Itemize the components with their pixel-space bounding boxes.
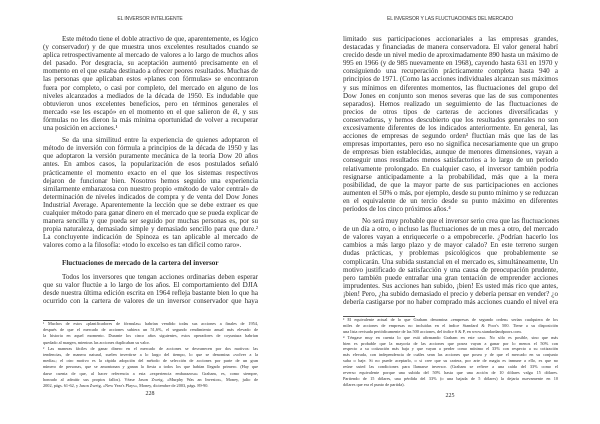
footnote-line: número de personas, que se amontonan y ganan la fiesta a todos los que habían llegado primero. (Hay que	[43, 364, 258, 370]
footnote-line: la historia en aquel momento. Durante los cinco años siguientes, estos operadores de coyuntura habrían	[43, 333, 258, 339]
text-line: complicarán. Una subida sustancial en el mercado es, simultáneamente, Un	[343, 257, 558, 266]
text-line: dudas prácticas, y problemas psicológicos que probablemente se	[343, 249, 558, 258]
text-line: obtuvieron unos excelentes beneficios, pero en términos generales el	[43, 99, 258, 108]
text-line: Se da una similitud entre la experiencia de quienes adoptaron el	[62, 136, 258, 145]
text-line: empresas importantes, pero eso no significa necesariamente que un grupo	[343, 140, 558, 149]
text-line: No será muy probable que el inversor serio crea que las fluctuaciones	[362, 217, 560, 226]
text-line: aumenten el 50% o más, por ejemplo, desde su punto mínimo y se reduzcan	[343, 188, 559, 197]
text-line: excesivamente diferentes de los indicados anteriormente. En general, las	[343, 124, 558, 133]
text-line: relativamente prolongado. En cualquier caso, el inversor también podría	[343, 164, 558, 173]
text-line: prácticamente el momento exacto en el que los sistemas respectivos	[43, 168, 258, 177]
text-line: períodos de los cinco próximos años.⁴	[343, 204, 451, 213]
footnote-line: reverso equivalente porque una subida del 50% hasta que una acción de 10 dólares valga 15 dólares.	[343, 370, 558, 376]
paragraph	[43, 35, 258, 132]
text-line: en el equivalente de un tercio desde su punto máximo en diferentes	[343, 196, 558, 205]
text-line: aplica retrospectivamente al mercado de valores a lo largo de muchos años	[43, 51, 258, 60]
footnote-line: reúne usted las condiciones para llamarse inversor. (Graham se refiere a una caída del 33% como el	[343, 364, 558, 370]
text-line: una posición en acciones.¹	[43, 124, 118, 133]
text-line: método de inversión con fórmula a principios de la década de 1950 y las	[43, 144, 258, 153]
footnote-line: darse cuenta de que, al hacer referencia a esta «experiencia embarazosa» Graham, es, como siempre,	[43, 370, 258, 376]
text-line: y sus mínimos en diferentes momentos, las fluctuaciones del grupo del	[343, 83, 558, 92]
paragraph	[343, 35, 558, 213]
text-line: conseguir unos resultados menos satisfactorios a lo largo de un período	[343, 156, 558, 165]
text-line: fórmulas no les dieron la más mínima oportunidad de volver a recuperar	[43, 115, 258, 124]
text-line: momento en el que estaba destinado a ofrecer peores resultados. Muchas de	[43, 67, 258, 76]
body-text	[43, 35, 258, 309]
text-line: del pasado. Por desgracia, su aceptación aumentó precisamente en el	[43, 59, 258, 68]
footnote-line: bien es probable que la mayoría de las acciones que posea vayan a ganar por lo menos el 50% con	[343, 340, 558, 346]
text-line: cualquier método para ganar dinero en el mercado que se pueda explicar de	[43, 208, 258, 217]
text-line: 995 en 1966 (y de 985 nuevamente en 1968), cayendo hasta 631 en 1970 y	[343, 59, 558, 68]
text-line: ¡bien! Pero, ¿ha subido demasiado el precio y debería pensar en vender? ¿o	[343, 289, 558, 298]
text-line: imprudentes. Sus acciones han subido, ¡bien! Es usted más rico que antes,	[343, 281, 558, 290]
footnote-line: respecto a su cotización más baja y que vayan a perder como mínimo el 33% con respecto a su cotización	[343, 346, 558, 352]
paragraph	[343, 217, 558, 306]
text-line: de empresas bien establecidas, aunque de menores dimensiones, vayan a	[343, 148, 558, 157]
text-line: las personas que aplicaban estos «planes con fórmulas» se encontraron	[43, 75, 258, 84]
text-line: debería castigarse por no haber comprado más acciones cuando el nivel era	[343, 298, 558, 306]
footnote-line: ¹ Muchos de estos «planificadores de fórmulas» habrían vendido todas sus acciones a finales de 1954,	[43, 321, 258, 326]
footnote-line: tendencias, de manera natural, suelen invertirse a lo largo del tiempo, lo que se denomina «volver a la	[43, 351, 258, 357]
text-line: que su valor fluctúe a lo largo de los años. El comportamiento del DJIA	[43, 280, 258, 289]
footnote-line: Partiendo de 15 dólares, una pérdida del 33% (o una bajada de 5 dólares) la dejaría nuevamente en 10	[343, 375, 558, 381]
text-line: La concluyente indicación de Spinoza es tan aplicable al mercado de	[43, 233, 258, 242]
footnote-line: ³ El equivalente actual de lo que Graham denomina «empresas de segundo orden» serían cualquiera de los	[343, 317, 558, 322]
text-line: Dow Jones en conjunto son menos severas que las de sus componentes	[343, 91, 558, 100]
running-header: EL INVERSOR INTELIGENTE	[117, 16, 183, 22]
text-line: propia naturaleza, demasiado simple y demasiado sencillo para que dure.²	[43, 225, 258, 234]
paragraph	[43, 273, 258, 305]
text-line: Este método tiene el doble atractivo de que, aparentemente, es lógico	[62, 35, 259, 43]
text-line: mercado «se les escapó» en el momento en el que salieron de él, y sus	[43, 107, 258, 116]
text-line: resignarse anticipadamente a la probabilidad, más que a la mera	[343, 172, 558, 181]
footnote-line: 2002, págs. 61-62, y Jason Zweig, «New Year's Plays», Money, diciembre de 2003, págs. 89-90.	[43, 382, 209, 388]
text-line: destacadas y financiadas de manera conservadora. El valor general habrí	[343, 43, 558, 52]
footnote-line: quedado al margen, mientras las acciones duplicaban su valor.	[43, 339, 150, 345]
section-heading: Fluctuaciones de mercado de la cartera del inversor	[62, 259, 219, 268]
text-line: acciones de empresas de segundo orden³ fluctúan más que las de las	[343, 132, 558, 141]
text-line: consiguiendo una recuperación prácticamente completa hasta 940 a	[343, 67, 558, 76]
text-line: (y conservador) y de que muestra unos excelentes resultados cuando se	[43, 43, 258, 52]
paragraph	[43, 136, 258, 249]
footnote-line: dólares que era el punto de partida).	[343, 381, 405, 387]
text-line: valores como a la filosofía: «todo lo excelso es tan difícil como raro».	[43, 241, 242, 250]
footnote-line: después de que el mercado de acciones subiera un 51,6%, el segundo rendimiento anual más elevado de	[43, 327, 258, 333]
running-header: EL INVERSOR Y LAS FLUCTUACIONES DEL MERCADO	[386, 16, 513, 22]
page-number: 228	[145, 391, 155, 397]
right-page	[300, 0, 600, 424]
text-line: ocurrido con la cartera de valores de un inversor conservador que haya	[43, 296, 258, 305]
footnote-line: más elevada, con independencia de cuáles sean las acciones que posea y de que el mercado en su conjunto	[343, 352, 558, 358]
footnote-line: una lista revisada periódicamente de las 500 acciones, del índice S & P, en www.standardandpoors.com.	[343, 328, 522, 334]
text-line: Todos los inversores que tengan acciones ordinarias deben esperar	[62, 272, 258, 281]
text-line: pero también puede entrañar una gran tentación de emprender acciones	[343, 273, 558, 282]
text-line: similarmente embarazosa con nuestro propio «método de valor central» de	[43, 184, 258, 193]
text-line: crecido desde un nivel medio de aproximadamente 890 hasta un máximo de	[343, 51, 559, 60]
footnotes	[343, 317, 558, 388]
text-line: principios de 1971. (Como las acciones individuales alcanzan sus máximos	[343, 75, 558, 84]
text-line: dejaron de funcionar bien. Nosotros hemos seguido una experiencia	[43, 176, 258, 185]
text-line: precios de otros tipos de carteras de acciones diversificadas y	[343, 107, 558, 116]
text-line: manera sencilla y que pueda ser seguido por muchas personas es, por su	[43, 217, 258, 226]
footnote-line: honrado al admitir sus propios fallos). Véase Jason Zweig, «Murphy Was an Investor», Money, julio de	[43, 376, 258, 382]
text-line: posibilidad, de que la mayor parte de sus participaciones en acciones	[343, 180, 558, 189]
footnotes	[43, 321, 258, 389]
text-line: de un día a otro, o incluso las fluctuaciones de un mes a otro, del mercado	[343, 225, 558, 234]
footnote-line: media»; el otro motivo es la rápida adopción del método de selección de acciones por parte de un gran	[43, 358, 258, 364]
text-line: motivo justificado de satisfacción y una causa de preocupación prudente,	[343, 265, 558, 274]
text-line: Industrial Average. Aparentemente la lección que se debe extraer es que	[43, 200, 258, 209]
text-line: limitado sus participaciones accionariales a las empresas grandes,	[343, 35, 558, 43]
text-line: que adoptaron la versión puramente mecánica de la teoría Dow 20 años	[43, 152, 258, 161]
footnote-line: ⁴ Téngase muy en cuenta lo que está afirmando Graham en este caso. No sólo es posible, sino que más	[343, 334, 558, 340]
text-line: cambios a más largo plazo y de mayor calado? En este terreno surgen	[343, 241, 558, 250]
text-line: determinación de niveles indicados de compra y de venta del Dow Jones	[43, 192, 258, 201]
page-number: 225	[445, 393, 455, 399]
text-line: conservadoras, y hemos descubierto que los resultados generales no son	[343, 115, 558, 124]
text-line: niveles alcanzados a mediados de la década de 1950. Es indudable que	[43, 91, 258, 100]
text-line: fuera por completo, o casi por completo, del mercado en alguno de los	[43, 83, 258, 92]
footnote-line: suba o baje. Si no puede aceptarlo, o si cree que su cartera, por arte de magia es inmune a ello, es que no	[343, 358, 558, 364]
text-line: antes. En ambos casos, la popularización de esos postulados señaló	[43, 160, 258, 169]
text-line: separados). Hemos realizado un seguimiento de las fluctuaciones de	[343, 99, 558, 108]
text-line: de valores vayan a enriquecerle o a empobrecerle. ¿Podrían hacerlo los	[343, 233, 558, 242]
text-line: desde nuestra última edición escrita en 1964 refleja bastante bien lo que ha	[43, 288, 258, 297]
footnote-line: ² Las maneras fáciles de ganar dinero en el mercado de acciones se desvanecen por dos motivos: las	[43, 345, 258, 351]
footnote-line: miles de acciones de empresas no incluidas en el índice Standard & Poor's 500. Tiene a su disposición	[343, 322, 558, 328]
body-text	[343, 35, 558, 310]
